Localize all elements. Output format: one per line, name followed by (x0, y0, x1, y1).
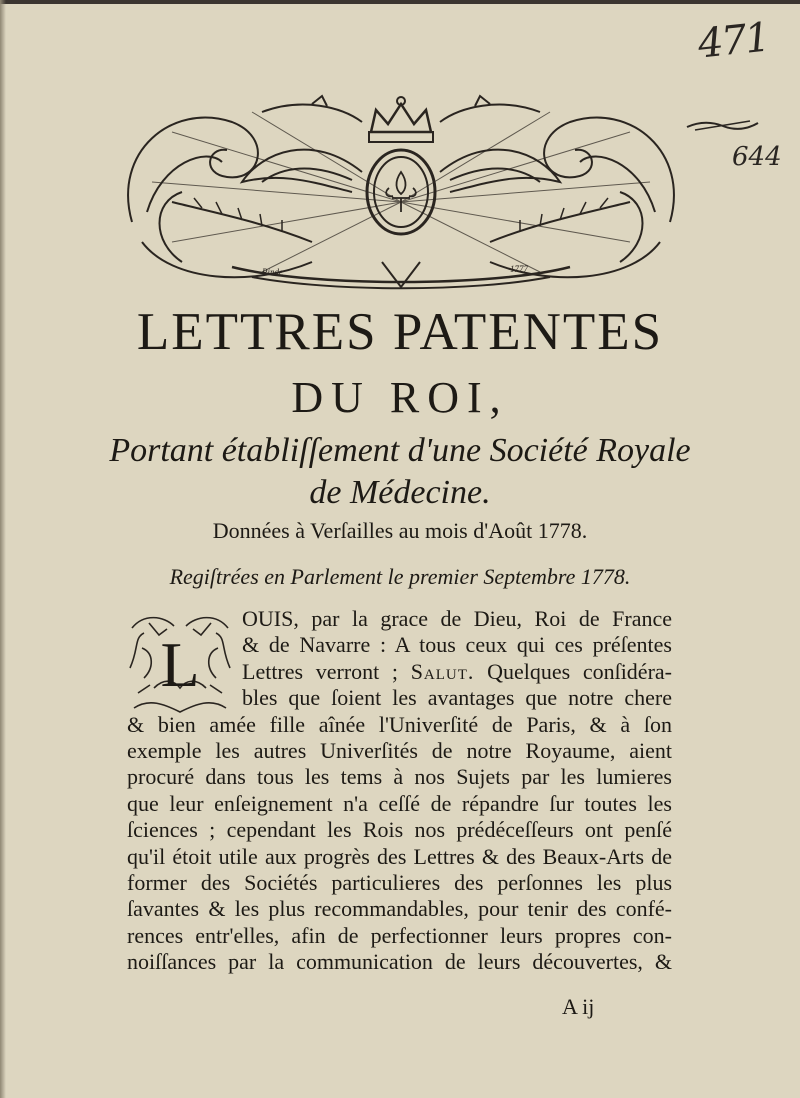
royal-crest-vignette (112, 92, 690, 292)
body-line-12: ſavantes & les plus recommandables, pour tenir des confé- (127, 896, 672, 922)
body-line-1: OUIS, par la grace de Dieu, Roi de France (242, 606, 672, 631)
handwritten-mark: 644 (732, 142, 782, 172)
body-line-11: former des Sociétés particulieres des perſonnes les plus (127, 869, 672, 895)
subtitle-line-2: de Médecine. (309, 474, 491, 511)
body-text (127, 606, 672, 975)
initial-letter: L (160, 629, 200, 700)
handwritten-number: 471 (695, 14, 771, 68)
registration-line: Regiſtrées en Parlement le premier Septembre 1778. (169, 564, 631, 589)
body-line-6: exemple les autres Univerſités de notre Royaume, aient (127, 737, 672, 763)
left-edge-shadow (0, 0, 6, 1098)
body-line-5: & bien amée fille aînée l'Univerſité de Paris, & à ſon (127, 711, 672, 737)
body-line-2: & de Navarre : A tous ceux qui ces préſentes (242, 632, 672, 658)
body-line-10: qu'il étoit utile aux progrès des Lettres & des Beaux-Arts de (127, 843, 672, 869)
salut-word: Salut. (410, 658, 475, 684)
top-border (0, 0, 800, 4)
date-line: Données à Verſailles au mois d'Août 1778. (212, 518, 588, 543)
body-line-8: que leur enſeignement n'a ceſſé de répandre ſur toutes les (127, 790, 672, 816)
subtitle (0, 430, 800, 514)
signature-mark: A ij (562, 994, 595, 1019)
body-line-14: noiſſances par la communication de leurs découvertes, & (127, 949, 672, 975)
body-line-9: ſciences ; cependant les Rois nos prédéceſſeurs ont penſé (127, 817, 672, 843)
handwritten-strike (685, 117, 760, 133)
body-line-3: Lettres verront ; Salut. Quelques conſidéra- (242, 658, 672, 684)
engraver-signature: Rinde (262, 267, 283, 277)
subtitle-line-1: Portant établiſſement d'une Société Royale (109, 432, 691, 469)
body-line-7: procuré dans tous les tems à nos Sujets par les lumieres (127, 764, 672, 790)
title-line-2: DU ROI, (291, 373, 509, 422)
title-line-1: LETTRES PATENTES (136, 303, 664, 361)
body-line-13: rences entr'elles, afin de perfectionner leurs propres con- (127, 922, 672, 948)
vignette-year: 1777 (510, 264, 528, 274)
body-line-4: bles que ſoient les avantages que notre chere (242, 685, 672, 711)
